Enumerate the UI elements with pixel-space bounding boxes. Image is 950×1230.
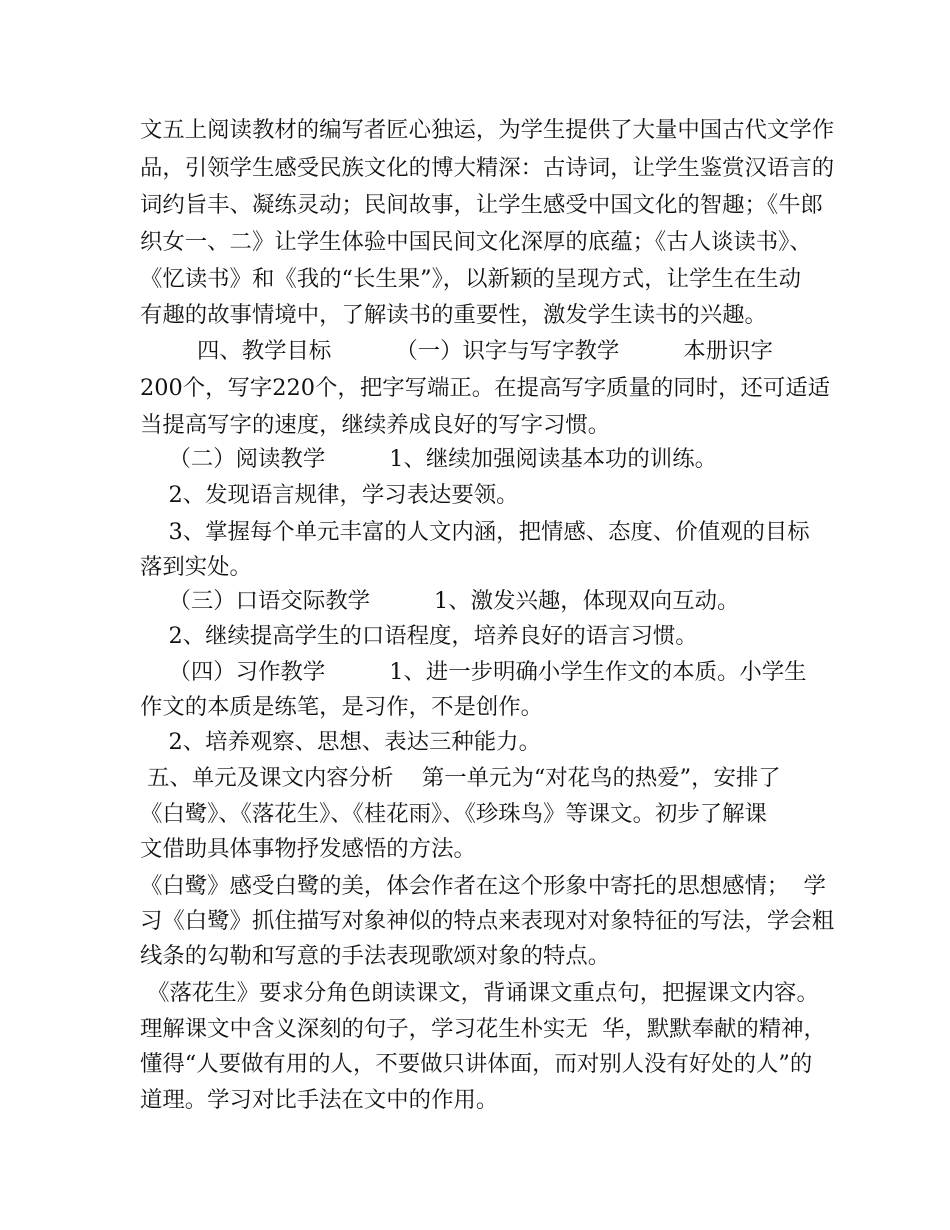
text-line: 3、掌握每个单元丰富的人文内涵，把情感、态度、价值观的目标 <box>140 519 810 545</box>
text-line: 200个，写字220个，把字写端正。在提高写字质量的同时，还可适适 <box>140 375 831 401</box>
text-line: 道理。学习对比手法在文中的作用。 <box>140 1087 499 1113</box>
text-line: 2、继续提高学生的口语程度，培养良好的语言习惯。 <box>140 623 698 649</box>
text-line: 理解课文中含义深刻的句子，学习花生朴实无 华，默默奉献的精神， <box>140 1016 826 1042</box>
text-line: 《白鹭》感受白鹭的美，体会作者在这个形象中寄托的思想感情； 学 <box>140 873 826 899</box>
section-heading-line: 四、教学目标 （一）识字与写字教学 本册识字 <box>140 338 773 364</box>
text-line: 《白鹭》、《落花生》、《桂花雨》、《珍珠鸟》等课文。初步了解课 <box>140 801 767 827</box>
text-line: （三）口语交际教学 1、激发兴趣，体现双向互动。 <box>140 588 740 614</box>
text-line: 《忆读书》和《我的“长生果”》，以新颖的呈现方式，让学生在生动 <box>140 266 802 292</box>
text-line: 懂得“人要做有用的人，不要做只讲体面，而对别人没有好处的人”的 <box>140 1051 813 1077</box>
text-line: 当提高写字的速度，继续养成良好的写字习惯。 <box>140 412 611 438</box>
text-line: 文五上阅读教材的编写者匠心独运，为学生提供了大量中国古代文学作 <box>140 117 835 143</box>
text-line: 习《白鹭》抓住描写对象神似的特点来表现对对象特征的写法，学会粗 <box>140 908 835 934</box>
text-line: 作文的本质是练笔，是习作，不是创作。 <box>140 694 544 720</box>
text-line: 落到实处。 <box>140 554 252 580</box>
text-line: 词约旨丰、凝练灵动；民间故事，让学生感受中国文化的智趣；《牛郎 <box>140 192 823 218</box>
text-line: 2、发现语言规律，学习表达要领。 <box>140 482 519 508</box>
text-line: 品，引领学生感受民族文化的博大精深：古诗词，让学生鉴赏汉语言的 <box>140 155 835 181</box>
text-line: （四）习作教学 1、进一步明确小学生作文的本质。小学生 <box>140 659 807 685</box>
text-line: 织女一、二》让学生体验中国民间文化深厚的底蕴；《古人谈读书》、 <box>140 229 812 255</box>
text-line: （二）阅读教学 1、继续加强阅读基本功的训练。 <box>140 446 717 472</box>
text-line: 文借助具体事物抒发感悟的方法。 <box>140 836 476 862</box>
text-line: 《落花生》要求分角色朗读课文，背诵课文重点句，把握课文内容。 <box>140 980 819 1006</box>
text-line: 有趣的故事情境中，了解读书的重要性，激发学生读书的兴趣。 <box>140 302 767 328</box>
section-heading-line: 五、单元及课文内容分析 第一单元为“对花鸟的热爱”，安排了 <box>140 765 781 791</box>
text-line: 线条的勾勒和写意的手法表现歌颂对象的特点。 <box>140 943 611 969</box>
text-line: 2、培养观察、思想、表达三种能力。 <box>140 729 541 755</box>
